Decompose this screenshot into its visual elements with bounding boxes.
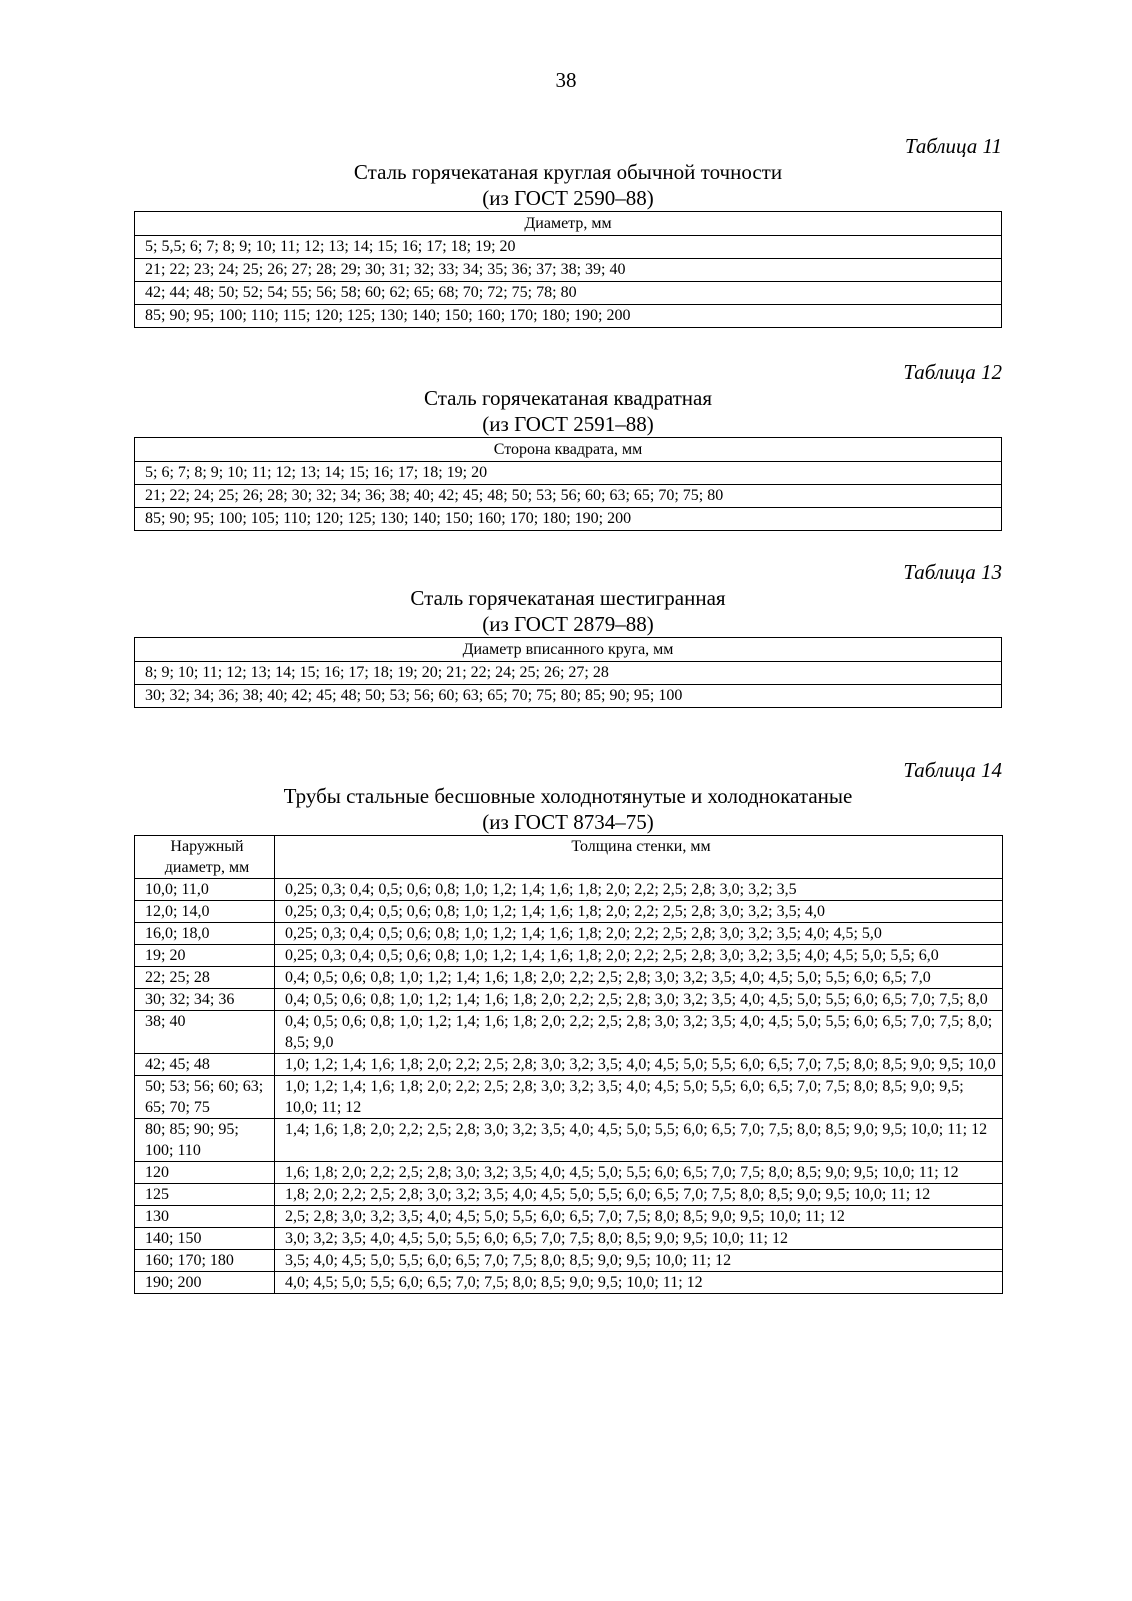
table-title: Сталь горячекатаная шестигранная: [410, 586, 726, 610]
table-13: [134, 637, 1002, 708]
table-row: [135, 879, 1003, 901]
table-title: Сталь горячекатаная круглая обычной точности: [353, 160, 783, 184]
column-header-diameter: Наружный диаметр, мм: [135, 836, 275, 879]
table-row: [135, 462, 1002, 485]
table-12-block: [134, 359, 1002, 531]
table-row: [135, 1011, 1003, 1054]
diameter-cell: 140; 150: [135, 1228, 275, 1250]
table-row: [135, 1228, 1003, 1250]
table-row: [135, 1206, 1003, 1228]
table-row: [135, 1054, 1003, 1076]
table-cell: 85; 90; 95; 100; 105; 110; 120; 125; 130; 140; 150; 160; 170; 180; 190; 200: [135, 508, 1002, 531]
table-row: [135, 967, 1003, 989]
table-13-block: [134, 559, 1002, 708]
table-row: [135, 259, 1002, 282]
diameter-cell: 190; 200: [135, 1272, 275, 1294]
table-row: [135, 945, 1003, 967]
table-cell: 85; 90; 95; 100; 110; 115; 120; 125; 130; 140; 150; 160; 170; 180; 190; 200: [135, 305, 1002, 328]
diameter-cell: 30; 32; 34; 36: [135, 989, 275, 1011]
thickness-cell: 1,8; 2,0; 2,2; 2,5; 2,8; 3,0; 3,2; 3,5; 4,0; 4,5; 5,0; 5,5; 6,0; 6,5; 7,0; 7,5; 8,0; 8,5; 9,0; 9,5; 10,0; 11; 12: [275, 1184, 1003, 1206]
diameter-cell: 42; 45; 48: [135, 1054, 275, 1076]
table-title: Трубы стальные бесшовные холоднотянутые и холоднокатаные: [283, 784, 853, 808]
table-cell: 8; 9; 10; 11; 12; 13; 14; 15; 16; 17; 18; 19; 20; 21; 22; 24; 25; 26; 27; 28: [135, 662, 1002, 685]
table-row: [135, 282, 1002, 305]
thickness-cell: 1,4; 1,6; 1,8; 2,0; 2,2; 2,5; 2,8; 3,0; 3,2; 3,5; 4,0; 4,5; 5,0; 5,5; 6,0; 6,5; 7,0; 7,5; 8,0; 8,5; 9,0; 9,5; 10,0; 11; 12: [275, 1119, 1003, 1162]
table-11: [134, 211, 1002, 328]
table-header-row: [135, 438, 1002, 462]
table-row: [135, 305, 1002, 328]
thickness-cell: 4,0; 4,5; 5,0; 5,5; 6,0; 6,5; 7,0; 7,5; 8,0; 8,5; 9,0; 9,5; 10,0; 11; 12: [275, 1272, 1003, 1294]
table-row: [135, 989, 1003, 1011]
table-label: Таблица 11: [904, 134, 1002, 158]
diameter-cell: 16,0; 18,0: [135, 923, 275, 945]
table-label: Таблица 14: [903, 758, 1002, 782]
table-cell: 21; 22; 23; 24; 25; 26; 27; 28; 29; 30; 31; 32; 33; 34; 35; 36; 37; 38; 39; 40: [135, 259, 1002, 282]
table-cell: 5; 5,5; 6; 7; 8; 9; 10; 11; 12; 13; 14; 15; 16; 17; 18; 19; 20: [135, 236, 1002, 259]
diameter-cell: 50; 53; 56; 60; 63; 65; 70; 75: [135, 1076, 275, 1119]
table-label: Таблица 12: [903, 360, 1002, 384]
table-11-block: [134, 133, 1002, 328]
table-subtitle: (из ГОСТ 2590–88): [482, 186, 654, 210]
thickness-cell: 1,0; 1,2; 1,4; 1,6; 1,8; 2,0; 2,2; 2,5; 2,8; 3,0; 3,2; 3,5; 4,0; 4,5; 5,0; 5,5; 6,0; 6,5; 7,0; 7,5; 8,0; 8,5; 9,0; 9,5; 10,0: [275, 1054, 1003, 1076]
diameter-cell: 22; 25; 28: [135, 967, 275, 989]
table-cell: 5; 6; 7; 8; 9; 10; 11; 12; 13; 14; 15; 16; 17; 18; 19; 20: [135, 462, 1002, 485]
column-header: Диаметр, мм: [135, 212, 1002, 236]
thickness-cell: 3,0; 3,2; 3,5; 4,0; 4,5; 5,0; 5,5; 6,0; 6,5; 7,0; 7,5; 8,0; 8,5; 9,0; 9,5; 10,0; 11; 12: [275, 1228, 1003, 1250]
table-row: [135, 508, 1002, 531]
table-cell: 21; 22; 24; 25; 26; 28; 30; 32; 34; 36; 38; 40; 42; 45; 48; 50; 53; 56; 60; 63; 65; 70; 75; 80: [135, 485, 1002, 508]
table-row: [135, 1250, 1003, 1272]
table-row: [135, 1272, 1003, 1294]
table-14-block: [134, 757, 1002, 1294]
diameter-cell: 19; 20: [135, 945, 275, 967]
table-subtitle: (из ГОСТ 8734–75): [482, 810, 654, 834]
diameter-cell: 10,0; 11,0: [135, 879, 275, 901]
table-row: [135, 1119, 1003, 1162]
table-subtitle: (из ГОСТ 2879–88): [482, 612, 654, 636]
table-row: [135, 662, 1002, 685]
table-title: Сталь горячекатаная квадратная: [423, 386, 712, 410]
thickness-cell: 2,5; 2,8; 3,0; 3,2; 3,5; 4,0; 4,5; 5,0; 5,5; 6,0; 6,5; 7,0; 7,5; 8,0; 8,5; 9,0; 9,5; 10,0; 11; 12: [275, 1206, 1003, 1228]
thickness-cell: 0,25; 0,3; 0,4; 0,5; 0,6; 0,8; 1,0; 1,2; 1,4; 1,6; 1,8; 2,0; 2,2; 2,5; 2,8; 3,0; 3,2; 3,5; 4,0; 4,5; 5,0; 5,5; 6,0: [275, 945, 1003, 967]
diameter-cell: 38; 40: [135, 1011, 275, 1054]
diameter-cell: 80; 85; 90; 95; 100; 110: [135, 1119, 275, 1162]
thickness-cell: 0,4; 0,5; 0,6; 0,8; 1,0; 1,2; 1,4; 1,6; 1,8; 2,0; 2,2; 2,5; 2,8; 3,0; 3,2; 3,5; 4,0; 4,5; 5,0; 5,5; 6,0; 6,5; 7,0: [275, 967, 1003, 989]
thickness-cell: 0,4; 0,5; 0,6; 0,8; 1,0; 1,2; 1,4; 1,6; 1,8; 2,0; 2,2; 2,5; 2,8; 3,0; 3,2; 3,5; 4,0; 4,5; 5,0; 5,5; 6,0; 6,5; 7,0; 7,5; 8,0; 8,5; 9,0: [275, 1011, 1003, 1054]
table-header-row: [135, 638, 1002, 662]
diameter-cell: 160; 170; 180: [135, 1250, 275, 1272]
table-row: [135, 685, 1002, 708]
thickness-cell: 0,25; 0,3; 0,4; 0,5; 0,6; 0,8; 1,0; 1,2; 1,4; 1,6; 1,8; 2,0; 2,2; 2,5; 2,8; 3,0; 3,2; 3,5; 4,0; 4,5; 5,0: [275, 923, 1003, 945]
column-header-thickness: Толщина стенки, мм: [275, 836, 1003, 879]
diameter-cell: 125: [135, 1184, 275, 1206]
table-label: Таблица 13: [903, 560, 1002, 584]
table-header-row: [135, 836, 1003, 879]
thickness-cell: 1,0; 1,2; 1,4; 1,6; 1,8; 2,0; 2,2; 2,5; 2,8; 3,0; 3,2; 3,5; 4,0; 4,5; 5,0; 5,5; 6,0; 6,5; 7,0; 7,5; 8,0; 8,5; 9,0; 9,5; 10,0; 11; 12: [275, 1076, 1003, 1119]
table-row: [135, 485, 1002, 508]
thickness-cell: 3,5; 4,0; 4,5; 5,0; 5,5; 6,0; 6,5; 7,0; 7,5; 8,0; 8,5; 9,0; 9,5; 10,0; 11; 12: [275, 1250, 1003, 1272]
thickness-cell: 0,25; 0,3; 0,4; 0,5; 0,6; 0,8; 1,0; 1,2; 1,4; 1,6; 1,8; 2,0; 2,2; 2,5; 2,8; 3,0; 3,2; 3,5; 4,0: [275, 901, 1003, 923]
thickness-cell: 0,4; 0,5; 0,6; 0,8; 1,0; 1,2; 1,4; 1,6; 1,8; 2,0; 2,2; 2,5; 2,8; 3,0; 3,2; 3,5; 4,0; 4,5; 5,0; 5,5; 6,0; 6,5; 7,0; 7,5; 8,0: [275, 989, 1003, 1011]
thickness-cell: 1,6; 1,8; 2,0; 2,2; 2,5; 2,8; 3,0; 3,2; 3,5; 4,0; 4,5; 5,0; 5,5; 6,0; 6,5; 7,0; 7,5; 8,0; 8,5; 9,0; 9,5; 10,0; 11; 12: [275, 1162, 1003, 1184]
table-row: [135, 901, 1003, 923]
column-header: Диаметр вписанного круга, мм: [135, 638, 1002, 662]
table-cell: 30; 32; 34; 36; 38; 40; 42; 45; 48; 50; 53; 56; 60; 63; 65; 70; 75; 80; 85; 90; 95; 100: [135, 685, 1002, 708]
table-header-row: [135, 212, 1002, 236]
column-header: Сторона квадрата, мм: [135, 438, 1002, 462]
diameter-cell: 130: [135, 1206, 275, 1228]
table-14: [134, 835, 1003, 1294]
diameter-cell: 120: [135, 1162, 275, 1184]
diameter-cell: 12,0; 14,0: [135, 901, 275, 923]
table-row: [135, 1184, 1003, 1206]
thickness-cell: 0,25; 0,3; 0,4; 0,5; 0,6; 0,8; 1,0; 1,2; 1,4; 1,6; 1,8; 2,0; 2,2; 2,5; 2,8; 3,0; 3,2; 3,5: [275, 879, 1003, 901]
table-subtitle: (из ГОСТ 2591–88): [482, 412, 654, 436]
table-row: [135, 1162, 1003, 1184]
table-row: [135, 236, 1002, 259]
page-number: 38: [555, 68, 577, 92]
table-12: [134, 437, 1002, 531]
table-row: [135, 1076, 1003, 1119]
table-cell: 42; 44; 48; 50; 52; 54; 55; 56; 58; 60; 62; 65; 68; 70; 72; 75; 78; 80: [135, 282, 1002, 305]
pipe-rows: [135, 879, 1003, 1294]
table-row: [135, 923, 1003, 945]
